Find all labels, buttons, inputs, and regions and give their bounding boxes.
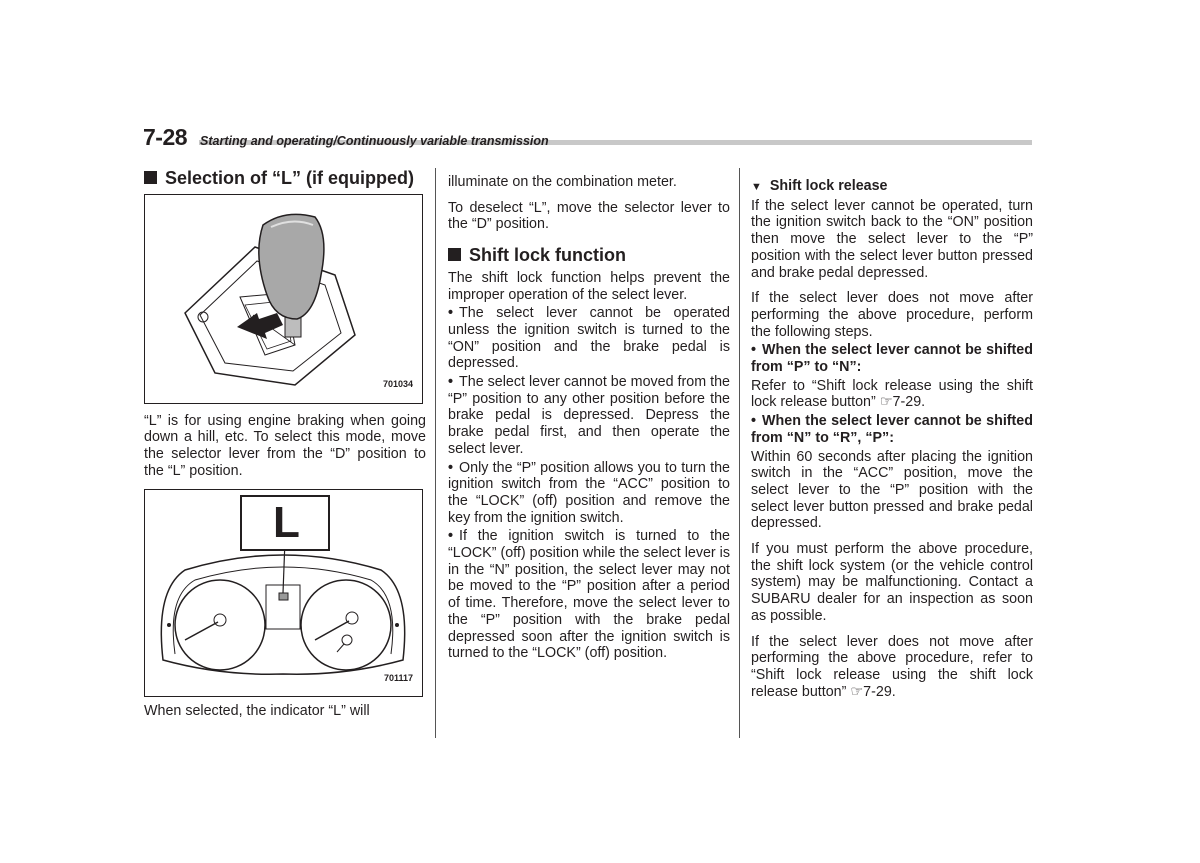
figure-id: 701117 xyxy=(383,672,413,683)
bullet-item: • Only the “P” position allows you to turn the ignition switch from the “ACC” position to the “LOCK” (off) position and remove the key from the ignition switch. xyxy=(448,460,730,527)
paragraph: To deselect “L”, move the selector lever to the “D” position. xyxy=(448,199,730,233)
figure-shift-lever xyxy=(144,194,423,404)
bullet-item: • The select lever cannot be operated unless the ignition switch is turned to the “ON” position and the brake pedal is depressed. xyxy=(448,305,730,372)
paragraph: If you must perform the above procedure, the shift lock system (or the vehicle control system) may be malfunctioning. Contact a SUBARU dealer for an inspection as soon as possible. xyxy=(751,541,1033,624)
paragraph: If the select lever does not move after performing the above procedure, refer to “Shift lock release using the shift lock release button” ☞7-29. xyxy=(751,633,1033,700)
paragraph: If the select lever does not move after performing the above procedure, perform the following steps. xyxy=(751,290,1033,340)
column-2 xyxy=(448,174,730,664)
column-1 xyxy=(144,170,426,728)
page-header xyxy=(143,124,1032,152)
triangle-down-icon: ▼ xyxy=(751,181,762,193)
column-3 xyxy=(751,172,1033,709)
paragraph: “L” is for using engine braking when going down a hill, etc. To select this mode, move the selector lever from the “D” position to the “L” position. xyxy=(144,412,426,479)
heading-selection-l: Selection of “L” (if equipped) xyxy=(144,170,426,187)
heading-shift-lock-function: Shift lock function xyxy=(448,247,730,264)
bullet-item: • If the ignition switch is turned to the “LOCK” (off) position while the select lever is in the “N” position, the select lever may not be moved to the “P” position after a period of time. Therefore, move the select lever to the “P” position with the brake pedal depressed soon after the ignition switch is turned to the “LOCK” (off) position. xyxy=(448,528,730,662)
square-bullet-icon xyxy=(448,248,461,261)
page-number: 7-28 xyxy=(143,124,188,150)
paragraph: illuminate on the combination meter. xyxy=(448,174,677,190)
bullet-item: • The select lever cannot be moved from the “P” position to any other position before the brake pedal is depressed. Depress the brake pedal first, and then operate the select lever. xyxy=(448,374,730,458)
bullet-heading: • When the select lever cannot be shifted from “P” to “N”: xyxy=(751,342,1033,375)
paragraph: When selected, the indicator “L” will xyxy=(144,702,370,719)
column-divider xyxy=(435,168,436,738)
paragraph: If the select lever cannot be operated, turn the ignition switch back to the “ON” position then move the select lever to the “P” position with the select lever button pressed and brake pedal depressed. xyxy=(751,197,1033,281)
section-title: Starting and operating/Continuously variable transmission xyxy=(200,134,549,148)
shift-lever-illustration xyxy=(145,195,422,403)
subheading-shift-lock-release: ▼ Shift lock release xyxy=(751,178,888,194)
square-bullet-icon xyxy=(144,171,157,184)
column-divider xyxy=(739,168,740,738)
figure-combination-meter xyxy=(144,489,423,697)
figure-id: 701034 xyxy=(382,379,413,389)
paragraph: Within 60 seconds after placing the ignition switch in the “ACC” position, move the select lever to the “P” position with the select lever button pressed and brake pedal depressed. xyxy=(751,448,1033,532)
paragraph: The shift lock function helps prevent the improper operation of the select lever. xyxy=(448,269,730,303)
indicator-l: L xyxy=(273,497,298,547)
bullet-heading: • When the select lever cannot be shifted from “N” to “R”, “P”: xyxy=(751,413,1033,446)
paragraph: Refer to “Shift lock release using the shift lock release button” ☞7-29. xyxy=(751,377,1033,411)
